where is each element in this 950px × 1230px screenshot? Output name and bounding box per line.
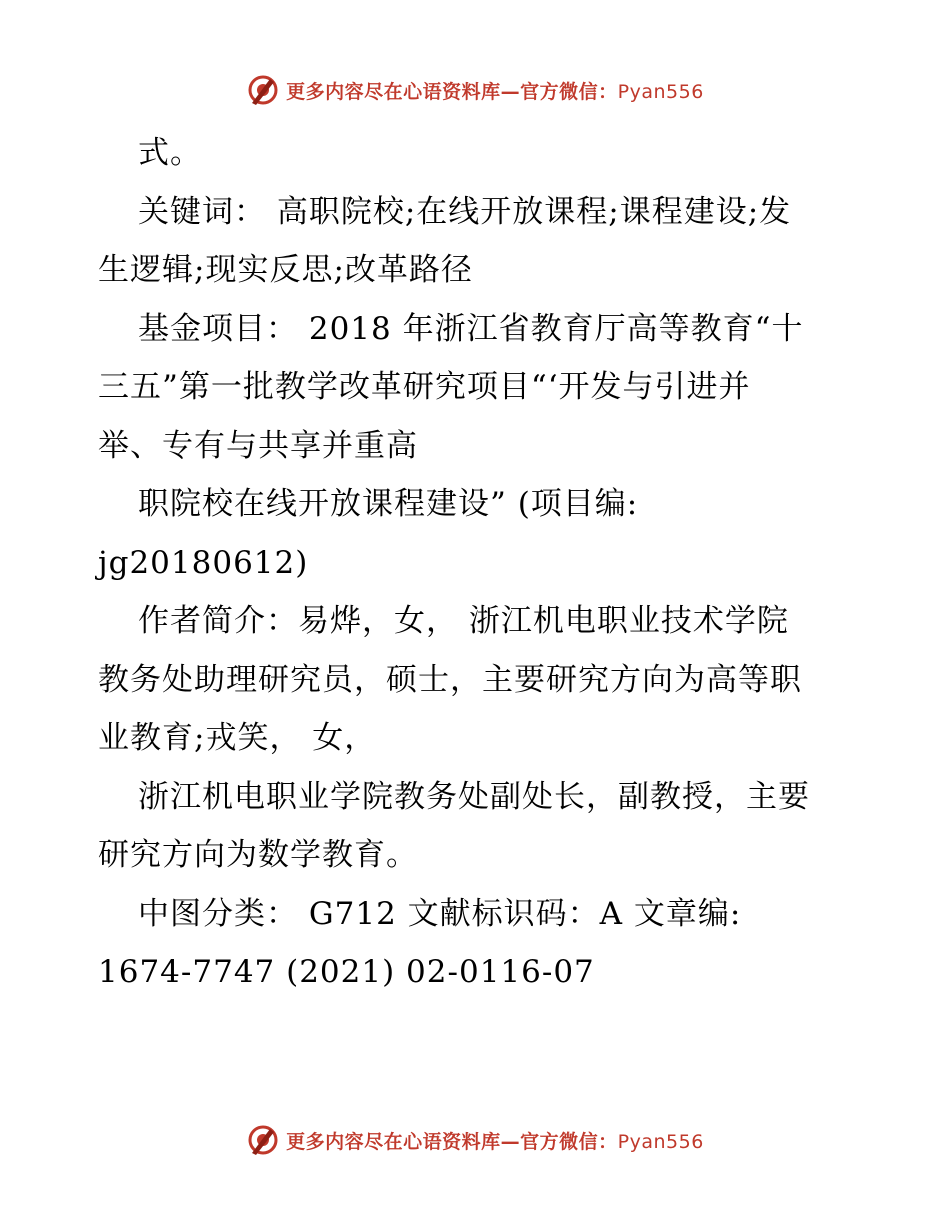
text-line: 教务处助理研究员，硕士，主要研究方向为高等职 xyxy=(98,661,802,698)
wechat-id: Pyan556 xyxy=(617,80,704,103)
watermark-text: 更多内容尽在心语资料库—官方微信：Pyan556 xyxy=(286,80,704,103)
quill-seal-icon xyxy=(246,1123,280,1157)
text-line: 浙江机电职业学院教务处副处长，副教授，主要 xyxy=(138,778,810,815)
text-line: 式。 xyxy=(138,135,202,171)
wechat-id: Pyan556 xyxy=(617,1130,704,1153)
classification-line: 中图分类： G712 文献标识码：A 文章编: xyxy=(138,895,742,932)
quill-seal-icon xyxy=(246,73,280,107)
text-line: 研究方向为数学教育。 xyxy=(98,837,418,873)
document-body xyxy=(98,124,858,1002)
funding-line: 基金项目： 2018 年浙江省教育厅高等教育“十 xyxy=(138,310,804,347)
keywords-line: 关键词： 高职院校;在线开放课程;课程建设;发 xyxy=(138,193,792,230)
text-line: 三五”第一批教学改革研究项目“‘开发与引进并 xyxy=(98,369,751,405)
text-line: 举、专有与共享并重高 xyxy=(98,427,418,464)
watermark-text: 更多内容尽在心语资料库—官方微信：Pyan556 xyxy=(286,1130,704,1153)
text-line: 生逻辑;现实反思;改革路径 xyxy=(98,252,473,288)
watermark-banner-bottom xyxy=(0,1120,950,1160)
text-line: 1674-7747 (2021) 02-0116-07 xyxy=(98,954,595,990)
text-line: jg20180612) xyxy=(98,544,309,581)
text-line: 业教育;戎笑， 女， xyxy=(98,720,377,756)
watermark-banner-top xyxy=(0,70,950,110)
text-line: 职院校在线开放课程建设” (项目编: xyxy=(138,486,639,522)
author-line: 作者简介：易烨，女， 浙江机电职业技术学院 xyxy=(138,603,789,639)
